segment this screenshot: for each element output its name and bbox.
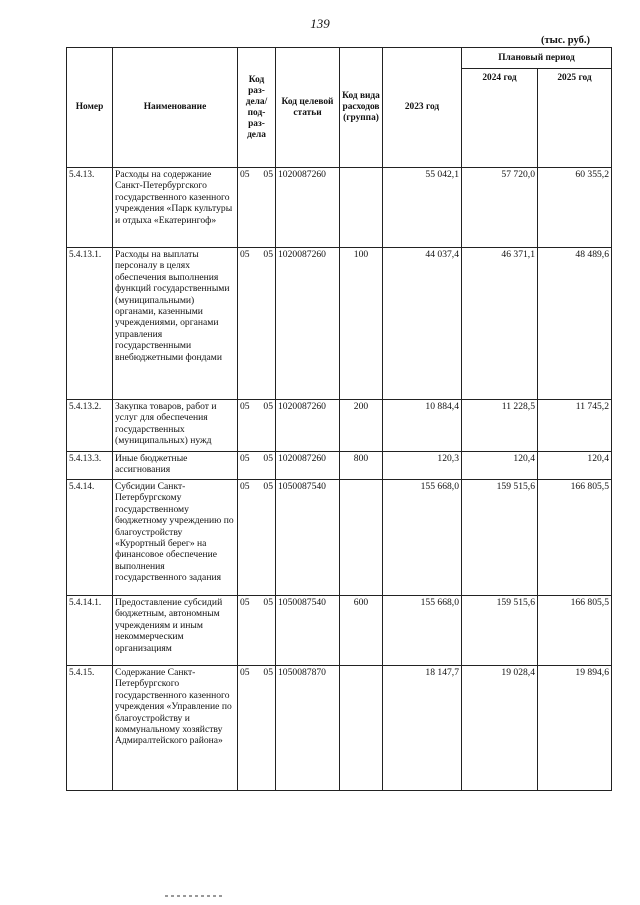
- header-year-2025: 2025 год: [538, 69, 612, 168]
- row-target-code: 1050087540: [276, 480, 340, 596]
- row-section: [238, 168, 276, 248]
- row-number: 5.4.13.1.: [67, 248, 113, 400]
- header-expense-code: Код вида расходов (группа): [340, 48, 383, 168]
- row-2024: 19 028,4: [462, 666, 538, 791]
- table-row: [67, 666, 612, 791]
- row-name: Содержание Санкт-Петербургского государственного казенного учреждения «Управление по благоустройству и коммунальному хозяйству Адмиралтейского района»: [113, 666, 238, 791]
- footer-mark: [165, 895, 225, 897]
- row-section: [238, 596, 276, 666]
- row-2024: 120,4: [462, 452, 538, 480]
- section-code: 05: [240, 453, 250, 464]
- row-name: Закупка товаров, работ и услуг для обеспечения государственных (муниципальных) нужд: [113, 400, 238, 452]
- subsection-code: 05: [263, 597, 273, 608]
- row-number: 5.4.13.: [67, 168, 113, 248]
- row-2025: 60 355,2: [538, 168, 612, 248]
- row-section: [238, 452, 276, 480]
- subsection-code: 05: [263, 401, 273, 412]
- table-row: [67, 596, 612, 666]
- row-name: Расходы на содержание Санкт-Петербургского государственного казенного учреждения «Парк культуры и отдыха «Екатерингоф»: [113, 168, 238, 248]
- row-target-code: 1050087870: [276, 666, 340, 791]
- row-2023: 18 147,7: [383, 666, 462, 791]
- row-2025: 166 805,5: [538, 480, 612, 596]
- row-section: [238, 666, 276, 791]
- table-row: [67, 400, 612, 452]
- row-expense-code: 200: [340, 400, 383, 452]
- row-section: [238, 248, 276, 400]
- subsection-code: 05: [263, 169, 273, 180]
- section-code: 05: [240, 401, 250, 412]
- row-name: Предоставление субсидий бюджетным, автономным учреждениям и иным некоммерческим организациям: [113, 596, 238, 666]
- table-row: [67, 168, 612, 248]
- budget-table: [66, 47, 612, 791]
- row-2023: 44 037,4: [383, 248, 462, 400]
- section-code: 05: [240, 481, 250, 492]
- table-row: [67, 248, 612, 400]
- table-row: [67, 480, 612, 596]
- header-number: Номер: [67, 48, 113, 168]
- row-2025: 19 894,6: [538, 666, 612, 791]
- row-2024: 57 720,0: [462, 168, 538, 248]
- units-label: (тыс. руб.): [541, 35, 590, 46]
- row-target-code: 1020087260: [276, 400, 340, 452]
- section-code: 05: [240, 249, 250, 260]
- header-target-code: Код целевой статьи: [276, 48, 340, 168]
- row-2025: 166 805,5: [538, 596, 612, 666]
- row-2023: 120,3: [383, 452, 462, 480]
- row-number: 5.4.13.2.: [67, 400, 113, 452]
- row-expense-code: [340, 480, 383, 596]
- table-row: [67, 452, 612, 480]
- page-number: 139: [310, 16, 330, 31]
- row-2024: 159 515,6: [462, 480, 538, 596]
- row-number: 5.4.15.: [67, 666, 113, 791]
- row-2023: 10 884,4: [383, 400, 462, 452]
- row-2025: 11 745,2: [538, 400, 612, 452]
- row-section: [238, 480, 276, 596]
- row-target-code: 1020087260: [276, 248, 340, 400]
- row-number: 5.4.14.: [67, 480, 113, 596]
- section-code: 05: [240, 597, 250, 608]
- row-2024: 46 371,1: [462, 248, 538, 400]
- row-2023: 155 668,0: [383, 480, 462, 596]
- row-2023: 55 042,1: [383, 168, 462, 248]
- row-target-code: 1020087260: [276, 452, 340, 480]
- section-code: 05: [240, 667, 250, 678]
- header-section-code: Код раз-дела/ под-раз-дела: [238, 48, 276, 168]
- subsection-code: 05: [263, 249, 273, 260]
- row-2024: 159 515,6: [462, 596, 538, 666]
- row-2025: 48 489,6: [538, 248, 612, 400]
- header-planned-period: Плановый период: [462, 48, 612, 69]
- row-expense-code: 600: [340, 596, 383, 666]
- row-2023: 155 668,0: [383, 596, 462, 666]
- header-year-2023: 2023 год: [383, 48, 462, 168]
- header-year-2024: 2024 год: [462, 69, 538, 168]
- row-section: [238, 400, 276, 452]
- row-expense-code: [340, 168, 383, 248]
- row-2024: 11 228,5: [462, 400, 538, 452]
- row-target-code: 1020087260: [276, 168, 340, 248]
- row-number: 5.4.13.3.: [67, 452, 113, 480]
- section-code: 05: [240, 169, 250, 180]
- row-target-code: 1050087540: [276, 596, 340, 666]
- subsection-code: 05: [263, 667, 273, 678]
- row-expense-code: 100: [340, 248, 383, 400]
- subsection-code: 05: [263, 481, 273, 492]
- row-expense-code: 800: [340, 452, 383, 480]
- header-name: Наименование: [113, 48, 238, 168]
- row-expense-code: [340, 666, 383, 791]
- row-name: Иные бюджетные ассигнования: [113, 452, 238, 480]
- row-2025: 120,4: [538, 452, 612, 480]
- subsection-code: 05: [263, 453, 273, 464]
- row-name: Субсидии Санкт-Петербургскому государственному бюджетному учреждению по благоустройству «Курортный берег» на финансовое обеспечение выполнения государственного задания: [113, 480, 238, 596]
- row-name: Расходы на выплаты персоналу в целях обеспечения выполнения функций государственными (муниципальными) органами, казенными учреждениями, органами управления государственными внебюджетными фондами: [113, 248, 238, 400]
- row-number: 5.4.14.1.: [67, 596, 113, 666]
